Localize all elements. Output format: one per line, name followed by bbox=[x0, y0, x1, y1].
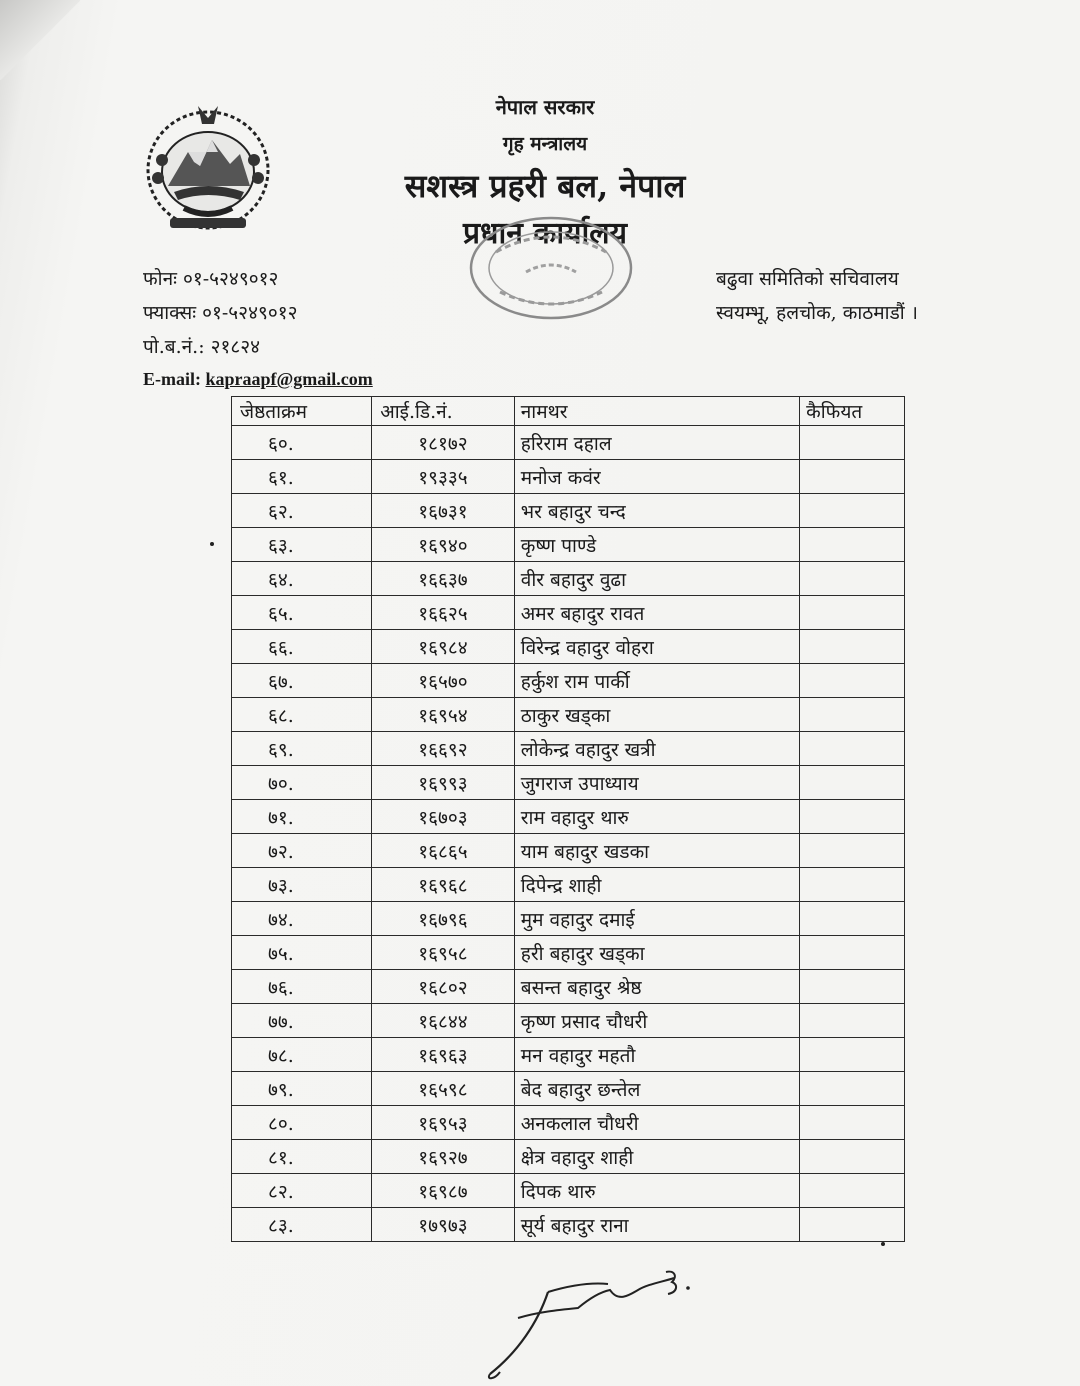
promotion-list-table bbox=[231, 396, 905, 1242]
name-cell: बेद बहादुर छन्तेल bbox=[514, 1072, 799, 1106]
remarks-cell bbox=[800, 562, 905, 596]
table-row bbox=[232, 1208, 905, 1242]
table-row bbox=[232, 936, 905, 970]
table-row bbox=[232, 698, 905, 732]
remarks-cell bbox=[800, 426, 905, 460]
contact-details bbox=[143, 262, 373, 394]
name-cell: क्षेत्र वहादुर शाही bbox=[514, 1140, 799, 1174]
id-cell: १६९४० bbox=[372, 528, 515, 562]
rank-cell: ६४. bbox=[232, 562, 372, 596]
name-cell: हर्कुश राम पार्की bbox=[514, 664, 799, 698]
name-cell: ठाकुर खड्का bbox=[514, 698, 799, 732]
name-cell: मनोज कवंर bbox=[514, 460, 799, 494]
table-row bbox=[232, 562, 905, 596]
table-row bbox=[232, 630, 905, 664]
id-cell: १६९६३ bbox=[372, 1038, 515, 1072]
table-row bbox=[232, 528, 905, 562]
header-rank: जेष्ठताक्रम bbox=[232, 397, 372, 426]
table-row bbox=[232, 732, 905, 766]
office-stamp bbox=[466, 212, 636, 324]
remarks-cell bbox=[800, 460, 905, 494]
rank-cell: ६७. bbox=[232, 664, 372, 698]
rank-cell: ८२. bbox=[232, 1174, 372, 1208]
government-name: नेपाल सरकार bbox=[495, 95, 595, 119]
remarks-cell bbox=[800, 732, 905, 766]
id-cell: १६५७० bbox=[372, 664, 515, 698]
header-remarks: कैफियत bbox=[800, 397, 905, 426]
ministry-name: गृह मन्त्रालय bbox=[502, 133, 588, 155]
table-row bbox=[232, 1174, 905, 1208]
rank-cell: ६१. bbox=[232, 460, 372, 494]
rank-cell: ६०. bbox=[232, 426, 372, 460]
paper-fold-corner bbox=[0, 0, 80, 80]
organization-name: सशस्त्र प्रहरी बल, नेपाल bbox=[404, 167, 686, 205]
id-cell: १६७३१ bbox=[372, 494, 515, 528]
table-row bbox=[232, 800, 905, 834]
id-cell: १८१७२ bbox=[372, 426, 515, 460]
email-line bbox=[143, 364, 373, 394]
remarks-cell bbox=[800, 664, 905, 698]
header-id: आई.डि.नं. bbox=[372, 397, 515, 426]
remarks-cell bbox=[800, 800, 905, 834]
handwritten-signature bbox=[478, 1262, 708, 1382]
remarks-cell bbox=[800, 1174, 905, 1208]
name-cell: दिपक थारु bbox=[514, 1174, 799, 1208]
rank-cell: ६९. bbox=[232, 732, 372, 766]
remarks-cell bbox=[800, 902, 905, 936]
name-cell: हरिराम दहाल bbox=[514, 426, 799, 460]
remarks-cell bbox=[800, 1038, 905, 1072]
table-row bbox=[232, 868, 905, 902]
table-row bbox=[232, 494, 905, 528]
id-cell: १६६९२ bbox=[372, 732, 515, 766]
rank-cell: ८३. bbox=[232, 1208, 372, 1242]
table-body bbox=[232, 426, 905, 1242]
id-cell: १६९५४ bbox=[372, 698, 515, 732]
fax-number: फ्याक्सः ०१-५२४९०१२ bbox=[143, 302, 298, 324]
name-cell: मन वहादुर महतौ bbox=[514, 1038, 799, 1072]
remarks-cell bbox=[800, 698, 905, 732]
id-cell: १६७०३ bbox=[372, 800, 515, 834]
rank-cell: ७२. bbox=[232, 834, 372, 868]
rank-cell: ८०. bbox=[232, 1106, 372, 1140]
id-cell: १६८०२ bbox=[372, 970, 515, 1004]
name-cell: अमर बहादुर रावत bbox=[514, 596, 799, 630]
stray-mark bbox=[210, 542, 214, 546]
email-link[interactable]: kapraapf@gmail.com bbox=[205, 369, 373, 389]
name-cell: राम वहादुर थारु bbox=[514, 800, 799, 834]
remarks-cell bbox=[800, 1140, 905, 1174]
rank-cell: ७८. bbox=[232, 1038, 372, 1072]
email-label: E-mail: bbox=[143, 369, 201, 389]
id-cell: १६७९६ bbox=[372, 902, 515, 936]
table-row bbox=[232, 1072, 905, 1106]
rank-cell: ८१. bbox=[232, 1140, 372, 1174]
id-cell: १६९९३ bbox=[372, 766, 515, 800]
rank-cell: ७६. bbox=[232, 970, 372, 1004]
id-cell: १६९८७ bbox=[372, 1174, 515, 1208]
id-cell: १९३३५ bbox=[372, 460, 515, 494]
name-cell: मुम वहादुर दमाई bbox=[514, 902, 799, 936]
remarks-cell bbox=[800, 494, 905, 528]
table-row bbox=[232, 596, 905, 630]
rank-cell: ६८. bbox=[232, 698, 372, 732]
secretariat-address bbox=[716, 262, 918, 330]
secretariat-location: स्वयम्भू, हलचोक, काठमाडौं । bbox=[716, 302, 918, 324]
name-cell: कृष्ण प्रसाद चौधरी bbox=[514, 1004, 799, 1038]
id-cell: १६६३७ bbox=[372, 562, 515, 596]
remarks-cell bbox=[800, 1208, 905, 1242]
phone-number: फोनः ०१-५२४९०१२ bbox=[143, 268, 279, 290]
rank-cell: ६३. bbox=[232, 528, 372, 562]
id-cell: १६९२७ bbox=[372, 1140, 515, 1174]
table-header-row bbox=[232, 397, 905, 426]
rank-cell: ६२. bbox=[232, 494, 372, 528]
table-row bbox=[232, 834, 905, 868]
rank-cell: ६६. bbox=[232, 630, 372, 664]
rank-cell: ७०. bbox=[232, 766, 372, 800]
id-cell: १७९७३ bbox=[372, 1208, 515, 1242]
remarks-cell bbox=[800, 1106, 905, 1140]
remarks-cell bbox=[800, 868, 905, 902]
id-cell: १६८६५ bbox=[372, 834, 515, 868]
stray-mark bbox=[881, 1242, 885, 1246]
rank-cell: ७४. bbox=[232, 902, 372, 936]
table-row bbox=[232, 664, 905, 698]
remarks-cell bbox=[800, 766, 905, 800]
name-cell: कृष्ण पाण्डे bbox=[514, 528, 799, 562]
remarks-cell bbox=[800, 528, 905, 562]
remarks-cell bbox=[800, 834, 905, 868]
office-name: प्रधान कार्यालय bbox=[462, 216, 628, 251]
remarks-cell bbox=[800, 970, 905, 1004]
table-row bbox=[232, 1004, 905, 1038]
name-cell: विरेन्द्र वहादुर वोहरा bbox=[514, 630, 799, 664]
remarks-cell bbox=[800, 1004, 905, 1038]
name-cell: भर बहादुर चन्द bbox=[514, 494, 799, 528]
rank-cell: ७५. bbox=[232, 936, 372, 970]
name-cell: लोकेन्द्र वहादुर खत्री bbox=[514, 732, 799, 766]
table-row bbox=[232, 902, 905, 936]
id-cell: १६९५८ bbox=[372, 936, 515, 970]
name-cell: सूर्य बहादुर राना bbox=[514, 1208, 799, 1242]
id-cell: १६५९८ bbox=[372, 1072, 515, 1106]
table-row bbox=[232, 1140, 905, 1174]
rank-cell: ७३. bbox=[232, 868, 372, 902]
name-cell: हरी बहादुर खड्का bbox=[514, 936, 799, 970]
name-cell: याम बहादुर खडका bbox=[514, 834, 799, 868]
rank-cell: ७७. bbox=[232, 1004, 372, 1038]
rank-cell: ७९. bbox=[232, 1072, 372, 1106]
rank-cell: ६५. bbox=[232, 596, 372, 630]
id-cell: १६९५३ bbox=[372, 1106, 515, 1140]
remarks-cell bbox=[800, 1072, 905, 1106]
table-row bbox=[232, 1038, 905, 1072]
table-row bbox=[232, 426, 905, 460]
table-row bbox=[232, 766, 905, 800]
table-row bbox=[232, 460, 905, 494]
name-cell: जुगराज उपाध्याय bbox=[514, 766, 799, 800]
remarks-cell bbox=[800, 630, 905, 664]
remarks-cell bbox=[800, 596, 905, 630]
id-cell: १६९६८ bbox=[372, 868, 515, 902]
secretariat-name: बढुवा समितिको सचिवालय bbox=[716, 268, 899, 290]
name-cell: वीर बहादुर वुढा bbox=[514, 562, 799, 596]
table-row bbox=[232, 970, 905, 1004]
rank-cell: ७१. bbox=[232, 800, 372, 834]
name-cell: दिपेन्द्र शाही bbox=[514, 868, 799, 902]
id-cell: १६६२५ bbox=[372, 596, 515, 630]
id-cell: १६८४४ bbox=[372, 1004, 515, 1038]
name-cell: बसन्त बहादुर श्रेष्ठ bbox=[514, 970, 799, 1004]
name-cell: अनकलाल चौधरी bbox=[514, 1106, 799, 1140]
remarks-cell bbox=[800, 936, 905, 970]
nepal-emblem-logo bbox=[140, 100, 276, 236]
id-cell: १६९८४ bbox=[372, 630, 515, 664]
po-box: पो.ब.नं.: २१८२४ bbox=[143, 336, 261, 358]
header-name: नामथर bbox=[514, 397, 799, 426]
table-row bbox=[232, 1106, 905, 1140]
